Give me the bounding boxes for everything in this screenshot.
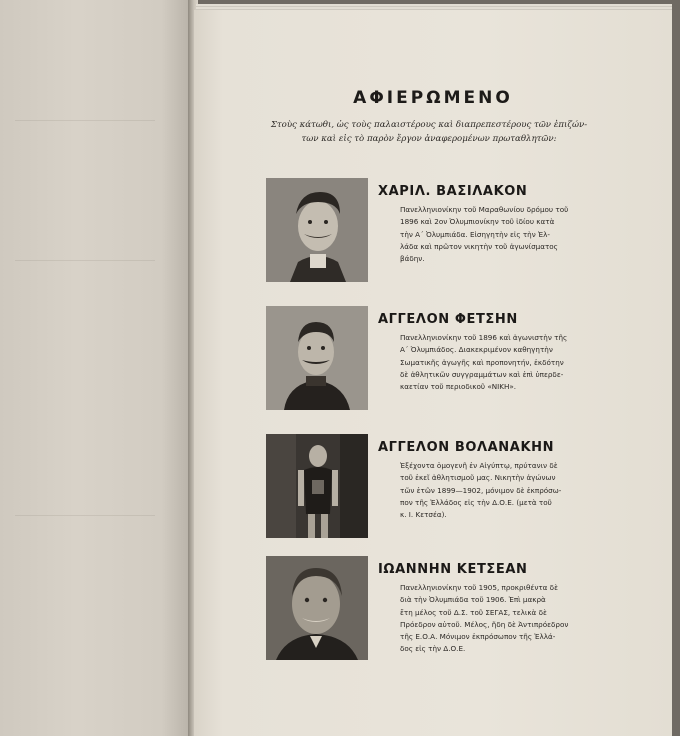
athlete-name: ΧΑΡΙΛ. ΒΑΣΙΛΑΚΟΝ [378, 184, 528, 199]
right-page [194, 10, 672, 736]
portrait-photo [266, 306, 368, 410]
athlete-name: ΙΩΑΝΝΗΝ ΚΕΤΣΕΑΝ [378, 562, 528, 577]
intro-line: Στοὺς κάτωθι, ὡς τοὺς παλαιστέρους καὶ διαπρεπεστέρους τῶν ἐπιζών- [270, 120, 588, 130]
portrait-photo [266, 434, 368, 538]
portrait-photo [266, 178, 368, 282]
left-page [0, 0, 190, 736]
intro-line: των καὶ εἰς τὸ παρὸν ἔργον ἀναφερομένων πρωταθλητῶν: [301, 134, 557, 144]
dedication-intro [254, 118, 604, 146]
athlete-name: ΑΓΓΕΛΟΝ ΒΟΛΑΝΑΚΗΝ [378, 440, 555, 455]
athlete-description: Πανελληνιονίκην τοῦ Μαραθωνίου δρόμου τοῦ 1896 καὶ 2ον Ὀλυμπιονίκην τοῦ ἰδίου κατὰ τὴν Α΄ Ὀλυμπιάδα. Εἰσηγητὴν εἰς τὴν Ἑλ- λάδα καὶ πρῶτον νικητὴν τοῦ ἀγωνίσματος βάδην. [400, 205, 569, 264]
athlete-description: Ἐξέχοντα ὁμογενῆ ἐν Αἰγύπτῳ, πρύτανιν δὲ τοῦ ἐκεῖ ἀθλητισμοῦ μας. Νικητὴν ἀγώνων τῶν ἐτῶν 1899—1902, μόνιμον δὲ ἐκπρόσω- πον τῆς Ἑλλάδος εἰς τὴν Δ.Ο.Ε. (μετὰ τοῦ κ. Ι. Κετσέα). [400, 461, 562, 520]
athlete-description: Πανελληνιονίκην τοῦ 1905, προκριθέντα δὲ διὰ τὴν Ὀλυμπιάδα τοῦ 1906. Ἐπὶ μακρὰ ἔτη μέλος τοῦ Δ.Σ. τοῦ ΣΕΓΑΣ, τελικὰ δὲ Πρόεδρον αὐτοῦ. Μέλος, ἤδη δὲ Ἀντιπρόεδρον τῆς Ε.Ο.Α. Μόνιμον ἐκπρόσωπον τῆς Ἑλλά- δος εἰς τὴν Δ.Ο.Ε. [400, 583, 569, 654]
portrait-photo [266, 556, 368, 660]
athlete-name: ΑΓΓΕΛΟΝ ΦΕΤΣΗΝ [378, 312, 518, 327]
page-heading: ΑΦΙΕΡΩΜΕΝΟ [353, 88, 513, 108]
athlete-description: Πανελληνιονίκην τοῦ 1896 καὶ ἀγωνιστὴν τῆς Α΄ Ὀλυμπιάδος. Διακεκριμένον καθηγητὴν Σωματικῆς ἀγωγῆς καὶ προπονητήν, ἐκδότην δὲ ἀθλητικῶν συγγραμμάτων καὶ ἐπὶ ὑπερδε- καετίαν τοῦ περιοδικοῦ «ΝΙΚΗ». [400, 333, 568, 392]
